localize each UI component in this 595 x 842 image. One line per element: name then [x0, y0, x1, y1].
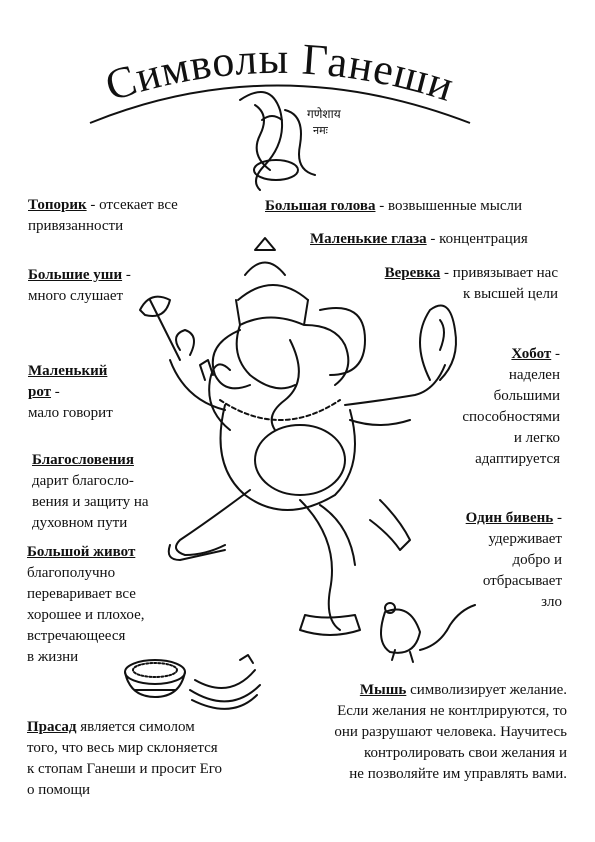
entry-axe-desc2: привязанности: [28, 218, 124, 234]
entry-trunk-term: Хобот: [511, 346, 552, 362]
entry-eyes: Маленькие глаза - концентрация: [310, 231, 528, 247]
entry-head-desc: возвышенные мысли: [387, 198, 523, 214]
entry-ears-term: Большие уши: [28, 267, 123, 283]
emblem-mantra-line1: गणेशाय: [307, 107, 341, 121]
entry-tusk: Один бивень - удерживает добро и отбрасывает зло: [465, 510, 562, 610]
entry-eyes-term: Маленькие глаза: [310, 231, 427, 247]
entry-belly: Большой живот благополучно переваривает все хорошее и плохое, встречающееся в жизни: [27, 544, 145, 665]
entry-ears: Большие уши - много слушает: [28, 267, 131, 304]
entry-belly-term: Большой живот: [27, 544, 136, 560]
entry-rope-desc1: привязывает нас: [452, 265, 558, 281]
entry-head: Большая голова - возвышенные мысли: [265, 198, 523, 214]
entry-rope: Веревка - привязывает нас к высшей цели: [384, 265, 558, 302]
entry-eyes-desc: концентрация: [439, 231, 528, 247]
emblem-mantra-line2: नमः: [313, 124, 328, 137]
entry-prasad: Прасад является симолом того, что весь мир склоняется к стопам Ганеши и просит Его о помощи: [27, 719, 223, 798]
entry-mouth-term2: рот: [28, 384, 52, 400]
entry-axe: Топорик - отсекает все привязанности: [28, 197, 178, 234]
entry-mouse: Мышь символизирует желание. Если желания не контлрируются, то они разрушают человека. Научитесь контролировать свои желания и не позволяйте им управлять вами.: [334, 682, 567, 782]
entry-head-term: Большая голова: [265, 198, 376, 214]
entry-rope-term: Веревка: [384, 265, 441, 281]
entry-blessing: Благословения дарит благосло- вения и защиту на духовном пути: [32, 452, 149, 531]
entry-blessing-term: Благословения: [32, 452, 134, 468]
entry-prasad-term: Прасад: [27, 719, 77, 735]
entry-tusk-term: Один бивень: [465, 510, 554, 526]
entry-rope-desc2: к высшей цели: [462, 286, 558, 302]
shri-ganesha-emblem: [240, 92, 315, 190]
bananas-drawing: [190, 655, 260, 709]
entry-axe-term: Топорик: [28, 197, 87, 213]
entry-mouth-desc: мало говорит: [28, 405, 113, 421]
entry-mouse-term: Мышь: [359, 682, 407, 698]
entry-ears-desc: много слушает: [28, 288, 124, 304]
entry-trunk: Хобот - наделен большими способностями и легко адаптируется: [462, 346, 560, 467]
page-title-text: Символы Ганеши: [99, 33, 461, 112]
entry-mouth-term1: Маленький: [28, 363, 108, 379]
entry-mouth: Маленький рот - мало говорит: [28, 363, 113, 421]
entry-axe-desc1: отсекает все: [99, 197, 178, 213]
